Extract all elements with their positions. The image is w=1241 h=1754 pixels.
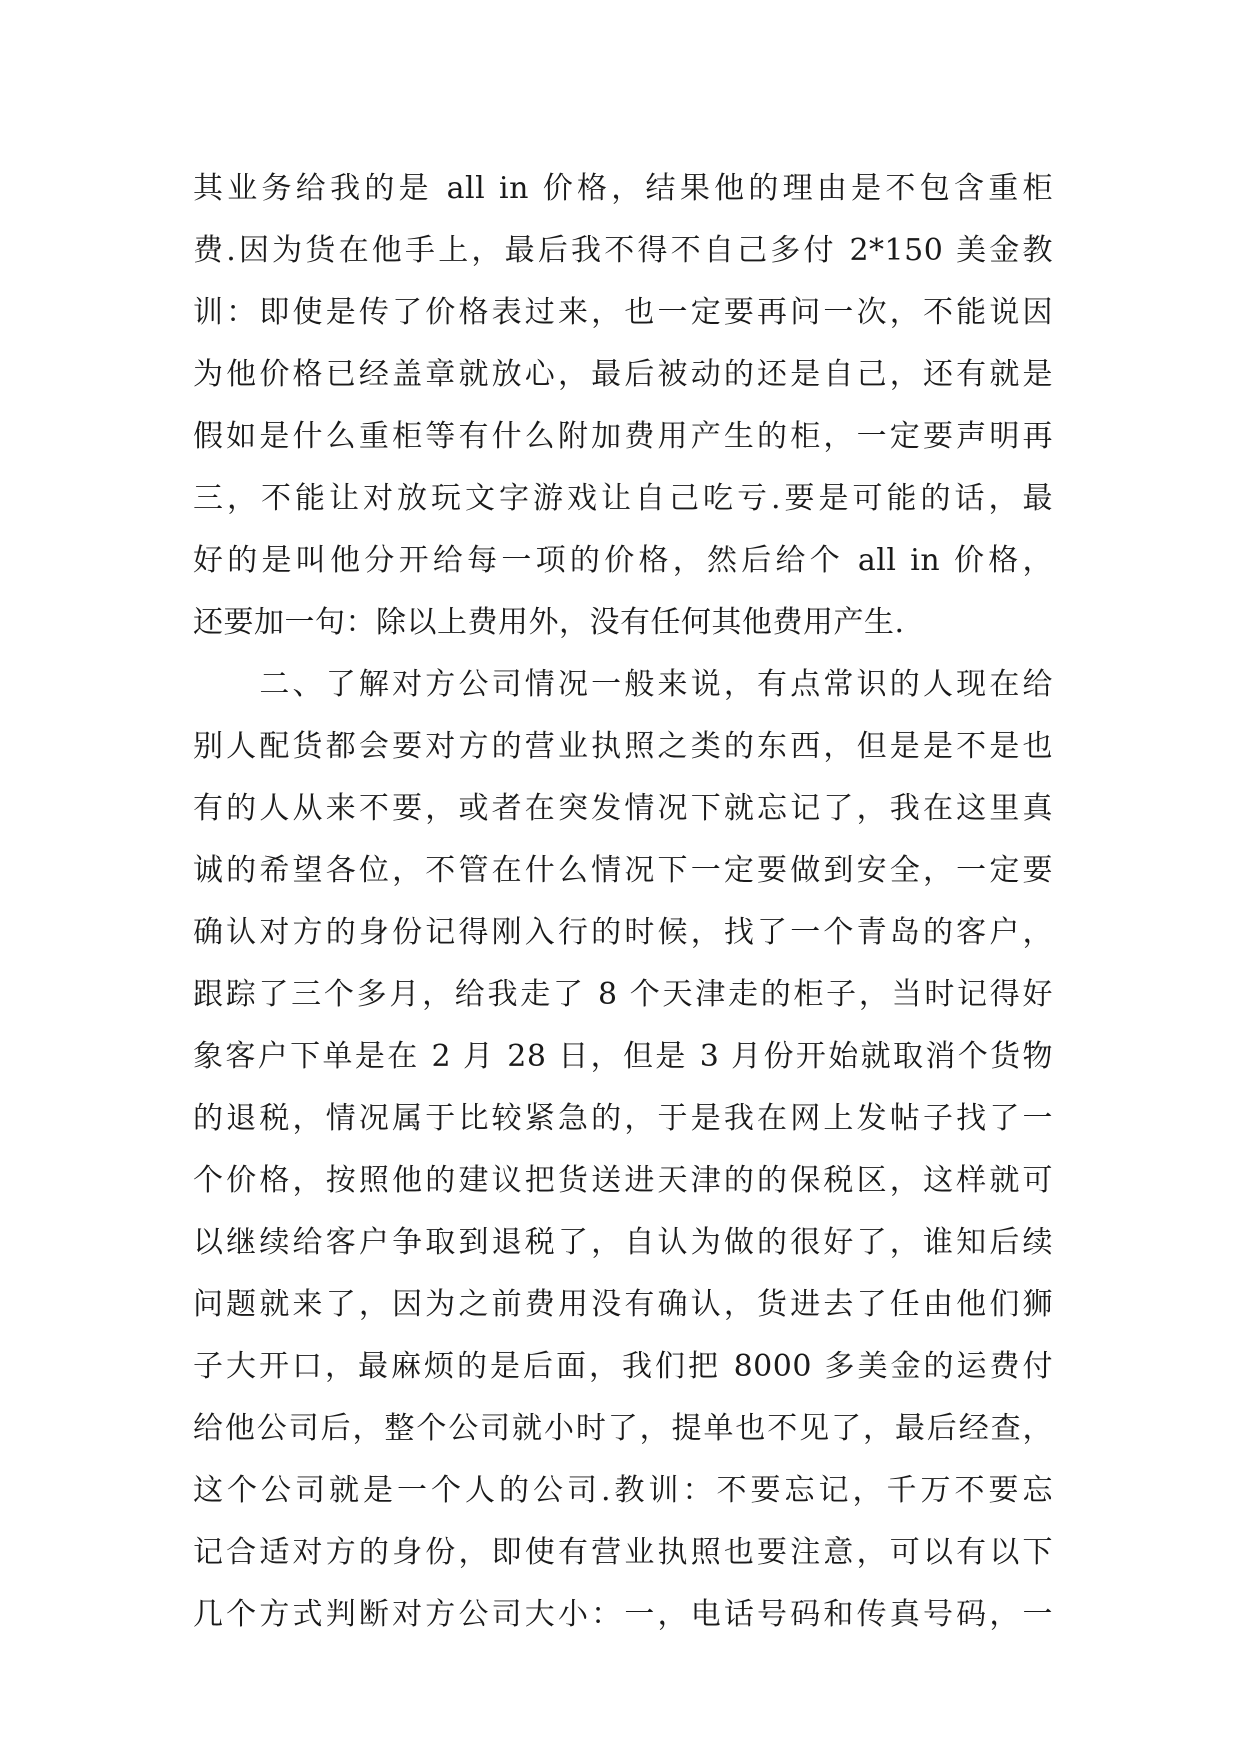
text-line: 子大开口，最麻烦的是后面，我们把 8000 多美金的运费付	[193, 1349, 1053, 1384]
paragraph-start-line: 二、了解对方公司情况一般来说，有点常识的人现在给	[193, 667, 1053, 702]
text-line: 个价格，按照他的建议把货送进天津的的保税区，这样就可	[193, 1163, 1053, 1198]
text-line: 象客户下单是在 2 月 28 日，但是 3 月份开始就取消个货物	[193, 1039, 1053, 1074]
text-line: 有的人从来不要，或者在突发情况下就忘记了，我在这里真	[193, 791, 1053, 826]
text-line: 这个公司就是一个人的公司.教训：不要忘记，千万不要忘	[193, 1473, 1053, 1508]
text-line: 三，不能让对放玩文字游戏让自己吃亏.要是可能的话，最	[193, 481, 1053, 516]
text-line: 问题就来了，因为之前费用没有确认，货进去了任由他们狮	[193, 1287, 1053, 1322]
text-line: 假如是什么重柜等有什么附加费用产生的柜，一定要声明再	[193, 419, 1053, 454]
text-line: 训：即使是传了价格表过来，也一定要再问一次，不能说因	[193, 295, 1053, 330]
text-line: 为他价格已经盖章就放心，最后被动的还是自己，还有就是	[193, 357, 1053, 392]
text-line: 别人配货都会要对方的营业执照之类的东西，但是是不是也	[193, 729, 1053, 764]
body-text	[193, 158, 1053, 1646]
paragraph-end-line: 还要加一句：除以上费用外，没有任何其他费用产生.	[193, 605, 905, 640]
text-line: 几个方式判断对方公司大小：一，电话号码和传真号码，一	[193, 1597, 1053, 1632]
text-line: 其业务给我的是 all in 价格，结果他的理由是不包含重柜	[193, 171, 1053, 206]
text-line: 好的是叫他分开给每一项的价格，然后给个 all in 价格，	[193, 543, 1053, 578]
text-line: 给他公司后，整个公司就小时了，提单也不见了，最后经查，	[193, 1411, 1053, 1446]
text-line: 费.因为货在他手上，最后我不得不自己多付 2*150 美金教	[193, 233, 1053, 268]
text-line: 确认对方的身份记得刚入行的时候，找了一个青岛的客户，	[193, 915, 1053, 950]
text-line: 以继续给客户争取到退税了，自认为做的很好了，谁知后续	[193, 1225, 1053, 1260]
text-line: 诚的希望各位，不管在什么情况下一定要做到安全，一定要	[193, 853, 1053, 888]
text-line: 跟踪了三个多月，给我走了 8 个天津走的柜子，当时记得好	[193, 977, 1053, 1012]
text-line: 记合适对方的身份，即使有营业执照也要注意，可以有以下	[193, 1535, 1053, 1570]
text-line: 的退税，情况属于比较紧急的，于是我在网上发帖子找了一	[193, 1101, 1053, 1136]
